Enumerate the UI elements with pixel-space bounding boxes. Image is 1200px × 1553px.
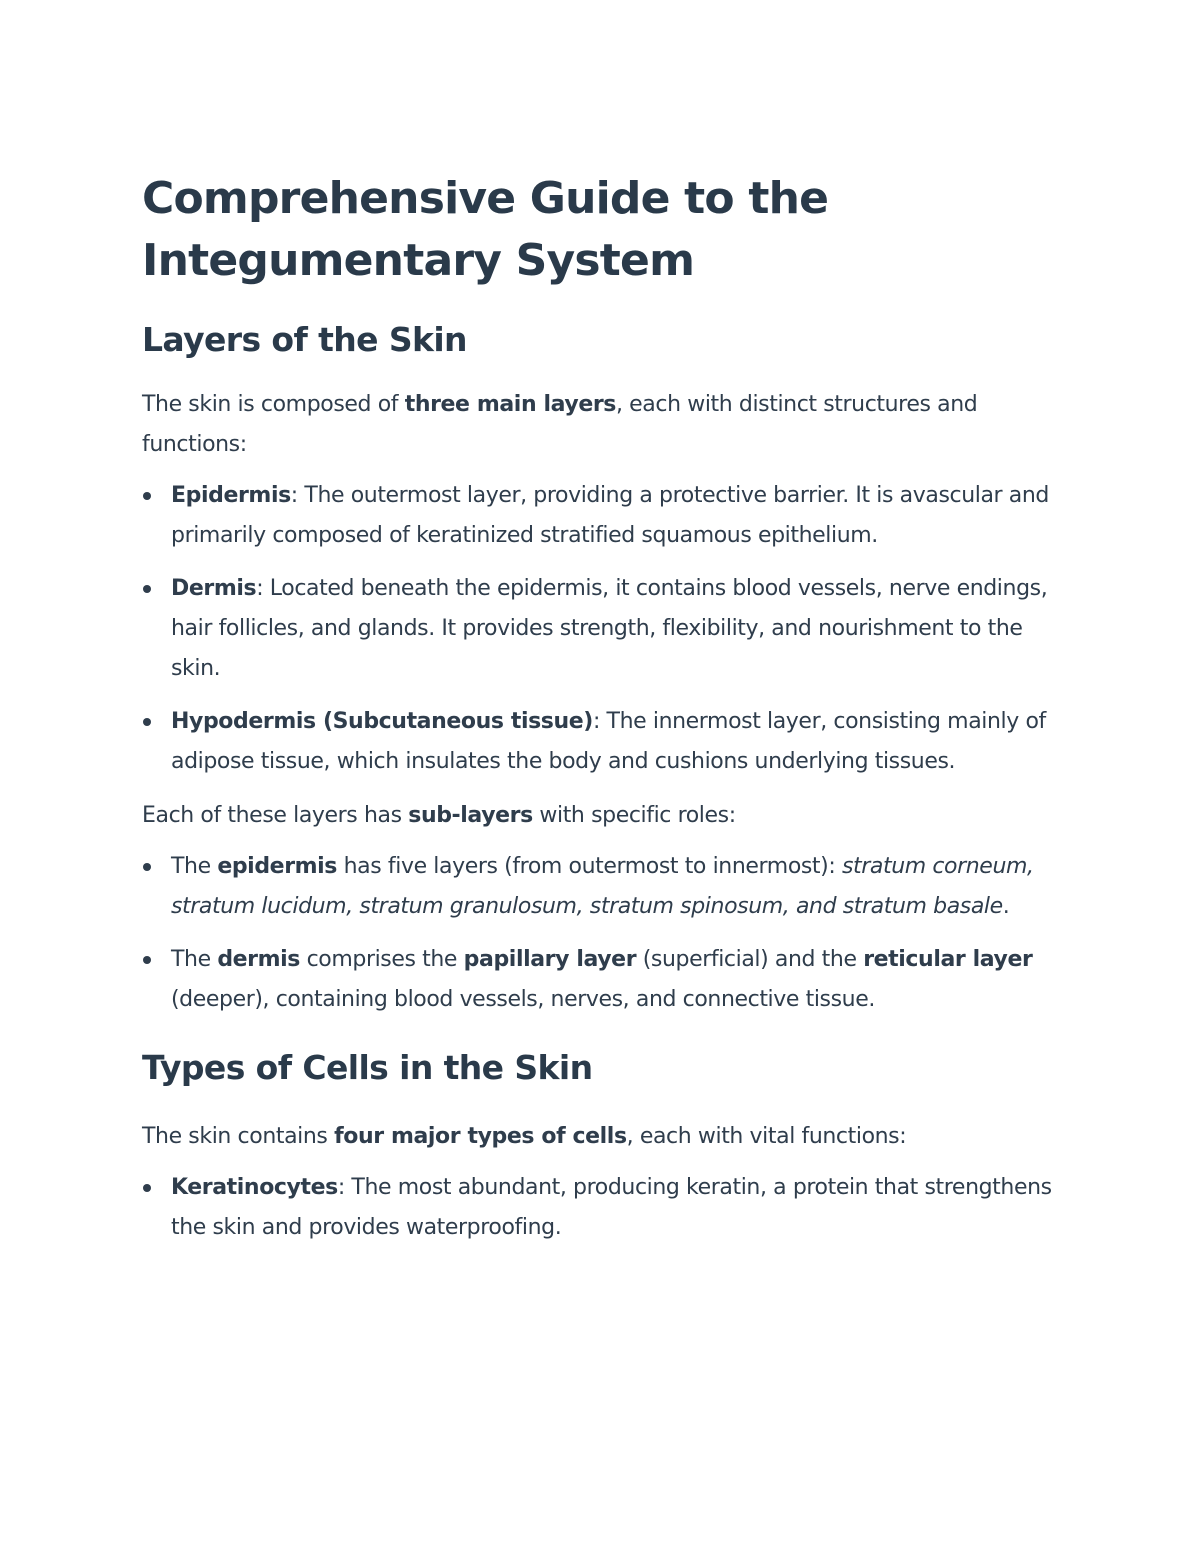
document-title: Comprehensive Guide to the Integumentary System (142, 173, 829, 286)
list-item-text: has five layers (from outermost to innermost): (337, 854, 842, 879)
section-heading-cells: Types of Cells in the Skin (142, 1048, 593, 1087)
list-item-term: Hypodermis (Subcutaneous tissue) (171, 709, 593, 734)
cells-intro-paragraph (142, 1117, 1062, 1157)
list-item-term: Keratinocytes (171, 1175, 338, 1200)
list-item-text: The (171, 947, 218, 972)
list-item-dermis (142, 569, 1062, 689)
bullet-icon (143, 585, 151, 593)
intro-bold: three main layers (404, 392, 616, 417)
main-layers-list (142, 476, 1062, 782)
document-page (142, 168, 1062, 1248)
layers-intro-paragraph (142, 385, 1062, 465)
list-item-text: : The outermost layer, providing a protective barrier. It is avascular and primarily composed of keratinized stratified squamous epithelium. (171, 483, 1049, 548)
bullet-icon (143, 863, 151, 871)
list-item-term: reticular layer (863, 947, 1033, 972)
list-item-text: The (171, 854, 218, 879)
intro-text: with specific roles: (532, 803, 736, 828)
list-item-term: Dermis (171, 576, 257, 601)
intro-text: Each of these layers has (142, 803, 409, 828)
list-item-term: dermis (217, 947, 300, 972)
list-item-term: epidermis (217, 854, 338, 879)
list-item-text: . (1002, 894, 1010, 919)
list-item-text: : Located beneath the epidermis, it contains blood vessels, nerve endings, hair follicles, and glands. It provides strength, flexibility, and nourishment to the skin. (171, 576, 1048, 681)
list-item-text: (superficial) and the (636, 947, 864, 972)
list-item-hypodermis (142, 702, 1062, 782)
intro-text: The skin is composed of (142, 392, 405, 417)
intro-bold: sub-layers (408, 803, 533, 828)
list-item-dermis-sublayers (142, 940, 1062, 1020)
bullet-icon (143, 956, 151, 964)
sublayers-list (142, 847, 1062, 1020)
list-item-epidermis (142, 476, 1062, 556)
intro-text: The skin contains (142, 1124, 335, 1149)
bullet-icon (143, 492, 151, 500)
sublayers-intro-paragraph (142, 796, 1062, 836)
list-item-text: : The innermost layer, consisting mainly of adipose tissue, which insulates the body and cushions underlying tissues. (171, 709, 1046, 774)
list-item-text: (deeper), containing blood vessels, nerves, and connective tissue. (171, 987, 875, 1012)
cell-types-list (142, 1168, 1062, 1248)
list-item-term: papillary layer (463, 947, 637, 972)
list-item-italic: stratum corneum, stratum lucidum, stratum granulosum, stratum spinosum, and stratum basale (171, 854, 1034, 919)
list-item-text: comprises the (300, 947, 464, 972)
intro-text: , each with distinct structures and functions: (142, 392, 978, 457)
intro-bold: four major types of cells (334, 1124, 627, 1149)
list-item-keratinocytes (142, 1168, 1062, 1248)
list-item-text: : The most abundant, producing keratin, a protein that strengthens the skin and provides waterproofing. (171, 1175, 1052, 1240)
bullet-icon (143, 1184, 151, 1192)
section-heading-layers: Layers of the Skin (142, 320, 467, 359)
intro-text: , each with vital functions: (626, 1124, 907, 1149)
list-item-epidermis-sublayers (142, 847, 1062, 927)
list-item-term: Epidermis (171, 483, 291, 508)
bullet-icon (143, 718, 151, 726)
